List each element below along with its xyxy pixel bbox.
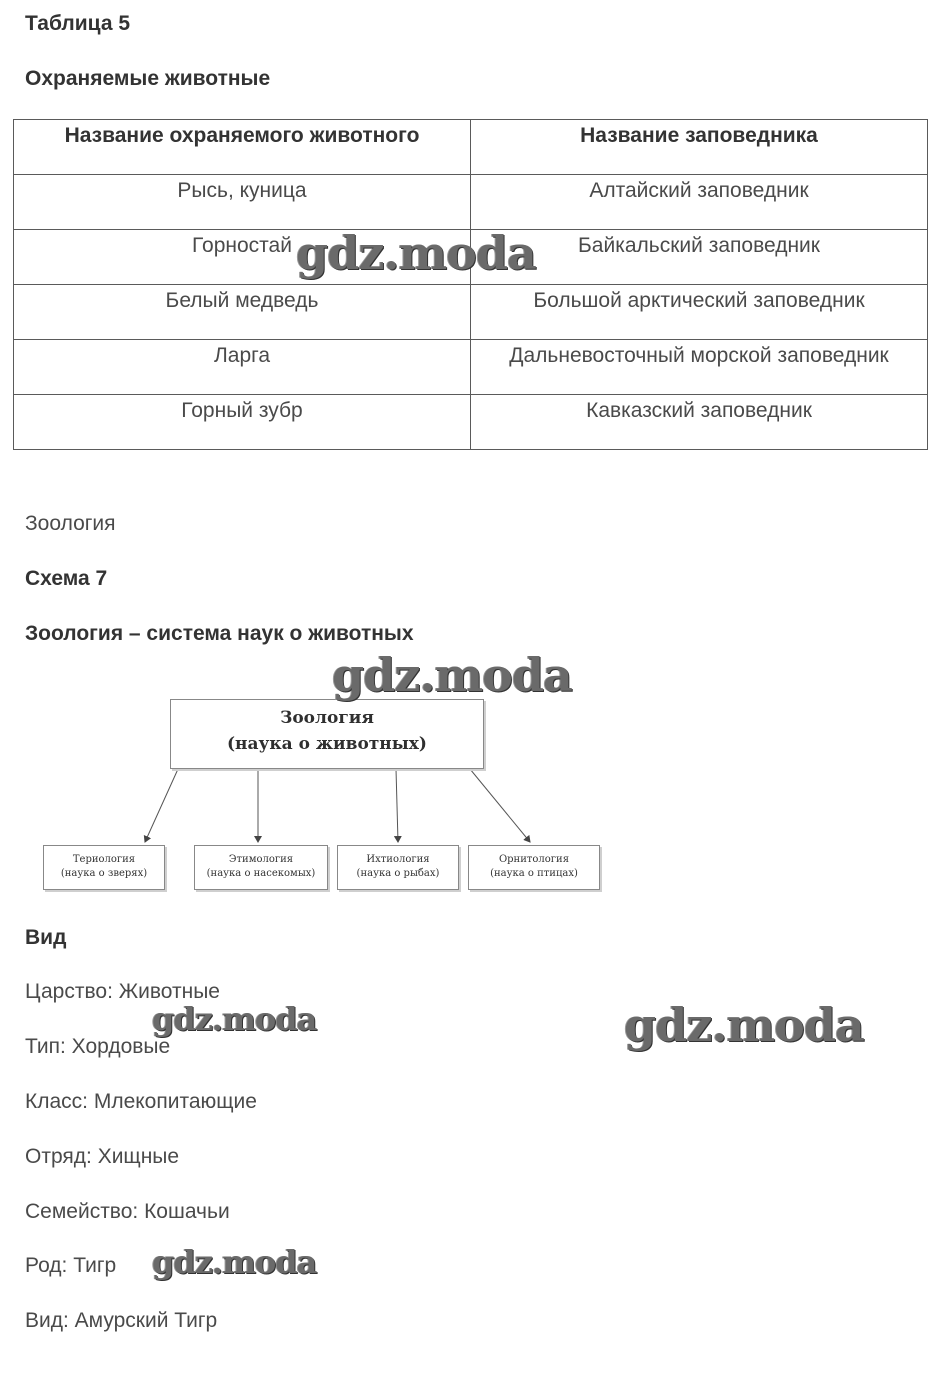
taxonomy-line: Тип: Хордовые (25, 1035, 171, 1058)
taxonomy-line: Вид: Амурский Тигр (25, 1309, 218, 1332)
table-title: Охраняемые животные (25, 67, 271, 90)
leaf-title: Этимология (228, 854, 294, 865)
watermark: gdz.moda (152, 1000, 317, 1038)
diagram-leaf-node (337, 845, 459, 890)
leaf-title: Ихтиология (366, 854, 430, 865)
diagram-leaf-node (43, 845, 165, 890)
taxonomy-line: Род: Тигр (25, 1254, 117, 1277)
root-title: Зоология (280, 708, 374, 728)
leaf-desc: (наука о насекомых) (206, 868, 316, 879)
arrow-4 (470, 769, 530, 842)
reserve-cell: Кавказский заповедник (471, 395, 928, 450)
scheme-title: Зоология – система наук о животных (25, 622, 414, 645)
table-label: Таблица 5 (25, 12, 131, 35)
animal-cell: Горностай (14, 230, 471, 285)
taxonomy-line: Царство: Животные (25, 980, 220, 1003)
watermark: gdz.moda (624, 998, 864, 1052)
leaf-desc: (наука о рыбах) (356, 868, 440, 879)
species-heading: Вид (25, 926, 67, 949)
leaf-desc: (наука о зверях) (60, 868, 148, 879)
reserve-cell: Большой арктический заповедник (471, 285, 928, 340)
reserve-cell: Байкальский заповедник (471, 230, 928, 285)
animal-cell: Белый медведь (14, 285, 471, 340)
arrow-3 (396, 769, 398, 842)
table-header-row (14, 120, 928, 175)
leaf-title: Териология (72, 854, 136, 865)
root-subtitle: (наука о животных) (227, 734, 427, 754)
protected-animals-table (13, 119, 928, 450)
taxonomy-line: Семейство: Кошачьи (25, 1200, 230, 1223)
zoology-diagram (30, 690, 620, 905)
animal-cell: Ларга (14, 340, 471, 395)
diagram-leaf-node (468, 845, 600, 890)
column-header-animal: Название охраняемого животного (14, 120, 471, 175)
arrow-1 (145, 769, 178, 842)
table-row (14, 175, 928, 230)
taxonomy-line: Отряд: Хищные (25, 1145, 180, 1168)
scheme-label: Схема 7 (25, 567, 108, 590)
watermark: gdz.moda (152, 1243, 317, 1281)
watermark: gdz.moda (296, 226, 536, 280)
table-row (14, 285, 928, 340)
reserve-cell: Дальневосточный морской заповедник (471, 340, 928, 395)
section-label: Зоология (25, 512, 116, 535)
taxonomy-line: Класс: Млекопитающие (25, 1090, 257, 1113)
diagram-root-node (170, 699, 484, 769)
leaf-title: Орнитология (498, 854, 570, 865)
leaf-desc: (наука о птицах) (490, 868, 578, 879)
watermark: gdz.moda (332, 648, 572, 702)
reserve-cell: Алтайский заповедник (471, 175, 928, 230)
column-header-reserve: Название заповедника (471, 120, 928, 175)
diagram-leaf-node (194, 845, 328, 890)
table-row (14, 395, 928, 450)
table-row (14, 340, 928, 395)
animal-cell: Рысь, куница (14, 175, 471, 230)
animal-cell: Горный зубр (14, 395, 471, 450)
